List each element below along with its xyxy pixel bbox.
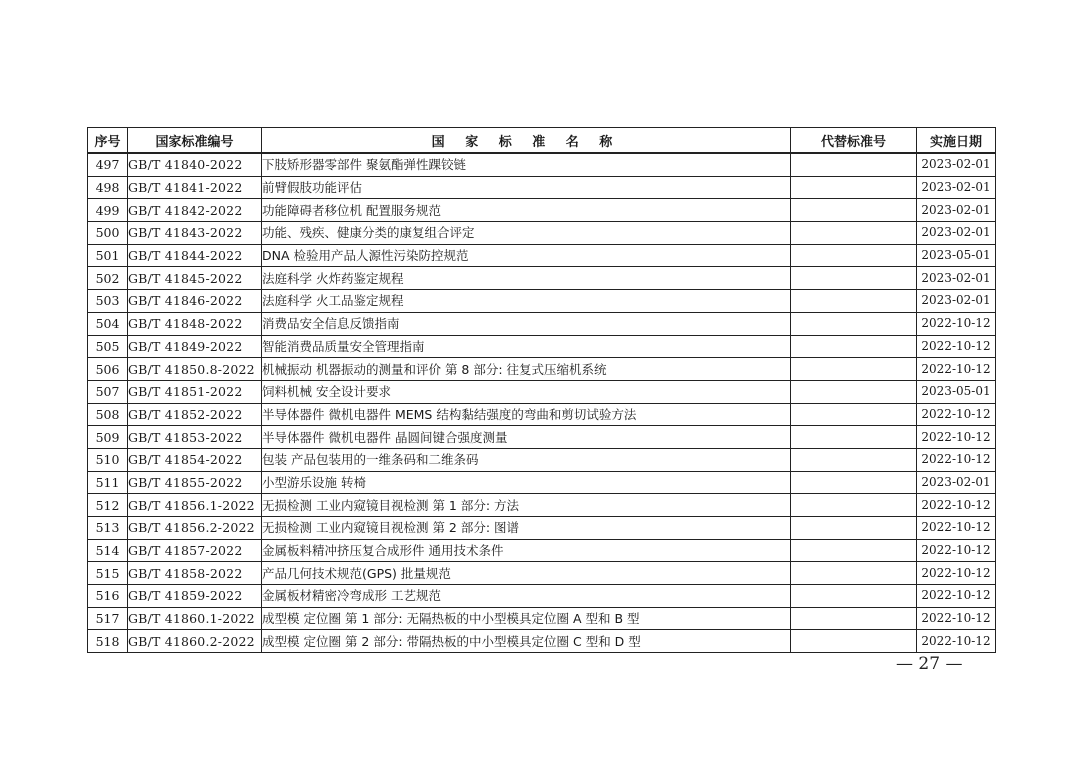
cell-standard-code: GB/T 41840-2022 — [128, 153, 262, 176]
header-no: 序号 — [88, 128, 128, 154]
cell-standard-code: GB/T 41850.8-2022 — [128, 358, 262, 381]
cell-no: 509 — [88, 426, 128, 449]
cell-standard-code: GB/T 41855-2022 — [128, 471, 262, 494]
cell-replaced-standard — [791, 585, 917, 608]
cell-standard-name: 金属板料精冲挤压复合成形件 通用技术条件 — [262, 539, 791, 562]
cell-replaced-standard — [791, 222, 917, 245]
table-row — [88, 494, 996, 517]
cell-standard-code: GB/T 41858-2022 — [128, 562, 262, 585]
table-row — [88, 562, 996, 585]
table-row — [88, 222, 996, 245]
cell-standard-name: 功能障碍者移位机 配置服务规范 — [262, 199, 791, 222]
cell-standard-code: GB/T 41849-2022 — [128, 335, 262, 358]
cell-standard-name: 前臂假肢功能评估 — [262, 176, 791, 199]
cell-replaced-standard — [791, 335, 917, 358]
cell-standard-name: 饲料机械 安全设计要求 — [262, 380, 791, 403]
cell-standard-name: 法庭科学 火工品鉴定规程 — [262, 290, 791, 313]
cell-standard-code: GB/T 41854-2022 — [128, 448, 262, 471]
table-row — [88, 290, 996, 313]
table-row — [88, 358, 996, 381]
table-row — [88, 380, 996, 403]
cell-implementation-date: 2022-10-12 — [917, 607, 996, 630]
cell-standard-name: 无损检测 工业内窥镜目视检测 第 1 部分: 方法 — [262, 494, 791, 517]
table-row — [88, 630, 996, 653]
table-row — [88, 426, 996, 449]
header-row — [88, 128, 996, 154]
cell-standard-name: 下肢矫形器零部件 聚氨酯弹性踝铰链 — [262, 153, 791, 176]
cell-implementation-date: 2023-02-01 — [917, 267, 996, 290]
cell-implementation-date: 2022-10-12 — [917, 539, 996, 562]
table-row — [88, 607, 996, 630]
cell-replaced-standard — [791, 380, 917, 403]
table-header — [88, 128, 996, 154]
cell-no: 514 — [88, 539, 128, 562]
cell-replaced-standard — [791, 312, 917, 335]
cell-standard-name: 产品几何技术规范(GPS) 批量规范 — [262, 562, 791, 585]
cell-standard-code: GB/T 41846-2022 — [128, 290, 262, 313]
cell-implementation-date: 2022-10-12 — [917, 494, 996, 517]
table-row — [88, 517, 996, 540]
cell-replaced-standard — [791, 539, 917, 562]
cell-no: 502 — [88, 267, 128, 290]
cell-implementation-date: 2023-02-01 — [917, 199, 996, 222]
cell-implementation-date: 2023-05-01 — [917, 244, 996, 267]
cell-implementation-date: 2022-10-12 — [917, 517, 996, 540]
cell-implementation-date: 2023-02-01 — [917, 222, 996, 245]
cell-standard-name: 成型模 定位圈 第 2 部分: 带隔热板的中小型模具定位圈 C 型和 D 型 — [262, 630, 791, 653]
cell-no: 500 — [88, 222, 128, 245]
cell-standard-name: 功能、残疾、健康分类的康复组合评定 — [262, 222, 791, 245]
cell-implementation-date: 2022-10-12 — [917, 585, 996, 608]
cell-standard-code: GB/T 41848-2022 — [128, 312, 262, 335]
cell-no: 508 — [88, 403, 128, 426]
cell-replaced-standard — [791, 448, 917, 471]
cell-no: 518 — [88, 630, 128, 653]
cell-replaced-standard — [791, 426, 917, 449]
cell-no: 501 — [88, 244, 128, 267]
cell-replaced-standard — [791, 244, 917, 267]
cell-no: 497 — [88, 153, 128, 176]
cell-no: 510 — [88, 448, 128, 471]
cell-replaced-standard — [791, 607, 917, 630]
cell-standard-name: DNA 检验用产品人源性污染防控规范 — [262, 244, 791, 267]
cell-implementation-date: 2022-10-12 — [917, 630, 996, 653]
cell-implementation-date: 2023-02-01 — [917, 290, 996, 313]
table-row — [88, 403, 996, 426]
cell-implementation-date: 2022-10-12 — [917, 358, 996, 381]
cell-no: 504 — [88, 312, 128, 335]
cell-no: 503 — [88, 290, 128, 313]
cell-implementation-date: 2022-10-12 — [917, 426, 996, 449]
cell-replaced-standard — [791, 630, 917, 653]
table-row — [88, 471, 996, 494]
cell-replaced-standard — [791, 517, 917, 540]
cell-standard-code: GB/T 41845-2022 — [128, 267, 262, 290]
cell-replaced-standard — [791, 290, 917, 313]
cell-no: 498 — [88, 176, 128, 199]
cell-standard-code: GB/T 41860.1-2022 — [128, 607, 262, 630]
cell-replaced-standard — [791, 403, 917, 426]
cell-replaced-standard — [791, 358, 917, 381]
cell-standard-name: 半导体器件 微机电器件 晶圆间键合强度测量 — [262, 426, 791, 449]
header-replaced: 代替标准号 — [791, 128, 917, 154]
cell-implementation-date: 2023-05-01 — [917, 380, 996, 403]
cell-replaced-standard — [791, 267, 917, 290]
cell-no: 507 — [88, 380, 128, 403]
cell-implementation-date: 2023-02-01 — [917, 153, 996, 176]
cell-implementation-date: 2023-02-01 — [917, 176, 996, 199]
cell-replaced-standard — [791, 199, 917, 222]
table-row — [88, 153, 996, 176]
cell-standard-name: 法庭科学 火炸药鉴定规程 — [262, 267, 791, 290]
cell-standard-code: GB/T 41843-2022 — [128, 222, 262, 245]
cell-standard-name: 金属板材精密冷弯成形 工艺规范 — [262, 585, 791, 608]
cell-standard-code: GB/T 41851-2022 — [128, 380, 262, 403]
cell-no: 515 — [88, 562, 128, 585]
table-row — [88, 335, 996, 358]
cell-no: 511 — [88, 471, 128, 494]
cell-no: 513 — [88, 517, 128, 540]
table-row — [88, 585, 996, 608]
cell-standard-name: 包装 产品包装用的一维条码和二维条码 — [262, 448, 791, 471]
cell-replaced-standard — [791, 153, 917, 176]
cell-implementation-date: 2022-10-12 — [917, 403, 996, 426]
table-body — [88, 153, 996, 653]
standards-table — [87, 127, 996, 653]
cell-replaced-standard — [791, 562, 917, 585]
cell-standard-code: GB/T 41844-2022 — [128, 244, 262, 267]
cell-no: 516 — [88, 585, 128, 608]
cell-no: 512 — [88, 494, 128, 517]
cell-implementation-date: 2022-10-12 — [917, 335, 996, 358]
cell-standard-code: GB/T 41856.2-2022 — [128, 517, 262, 540]
cell-standard-code: GB/T 41856.1-2022 — [128, 494, 262, 517]
cell-implementation-date: 2022-10-12 — [917, 562, 996, 585]
cell-standard-code: GB/T 41841-2022 — [128, 176, 262, 199]
cell-no: 517 — [88, 607, 128, 630]
table-row — [88, 244, 996, 267]
table-row — [88, 267, 996, 290]
cell-standard-name: 智能消费品质量安全管理指南 — [262, 335, 791, 358]
header-code: 国家标准编号 — [128, 128, 262, 154]
cell-implementation-date: 2022-10-12 — [917, 448, 996, 471]
cell-replaced-standard — [791, 494, 917, 517]
cell-standard-name: 小型游乐设施 转椅 — [262, 471, 791, 494]
cell-standard-name: 无损检测 工业内窥镜目视检测 第 2 部分: 图谱 — [262, 517, 791, 540]
cell-standard-name: 成型模 定位圈 第 1 部分: 无隔热板的中小型模具定位圈 A 型和 B 型 — [262, 607, 791, 630]
table-row — [88, 199, 996, 222]
cell-standard-name: 机械振动 机器振动的测量和评价 第 8 部分: 往复式压缩机系统 — [262, 358, 791, 381]
header-date: 实施日期 — [917, 128, 996, 154]
table-row — [88, 176, 996, 199]
cell-standard-name: 消费品安全信息反馈指南 — [262, 312, 791, 335]
cell-standard-code: GB/T 41857-2022 — [128, 539, 262, 562]
cell-standard-code: GB/T 41852-2022 — [128, 403, 262, 426]
table-row — [88, 539, 996, 562]
cell-standard-code: GB/T 41842-2022 — [128, 199, 262, 222]
header-name: 国 家 标 准 名 称 — [262, 128, 791, 154]
table-row — [88, 312, 996, 335]
cell-standard-code: GB/T 41860.2-2022 — [128, 630, 262, 653]
cell-implementation-date: 2022-10-12 — [917, 312, 996, 335]
page-number: — 27 — — [896, 654, 963, 674]
cell-standard-code: GB/T 41859-2022 — [128, 585, 262, 608]
cell-implementation-date: 2023-02-01 — [917, 471, 996, 494]
table-row — [88, 448, 996, 471]
cell-no: 505 — [88, 335, 128, 358]
cell-no: 506 — [88, 358, 128, 381]
cell-no: 499 — [88, 199, 128, 222]
cell-standard-name: 半导体器件 微机电器件 MEMS 结构黏结强度的弯曲和剪切试验方法 — [262, 403, 791, 426]
cell-standard-code: GB/T 41853-2022 — [128, 426, 262, 449]
cell-replaced-standard — [791, 471, 917, 494]
cell-replaced-standard — [791, 176, 917, 199]
